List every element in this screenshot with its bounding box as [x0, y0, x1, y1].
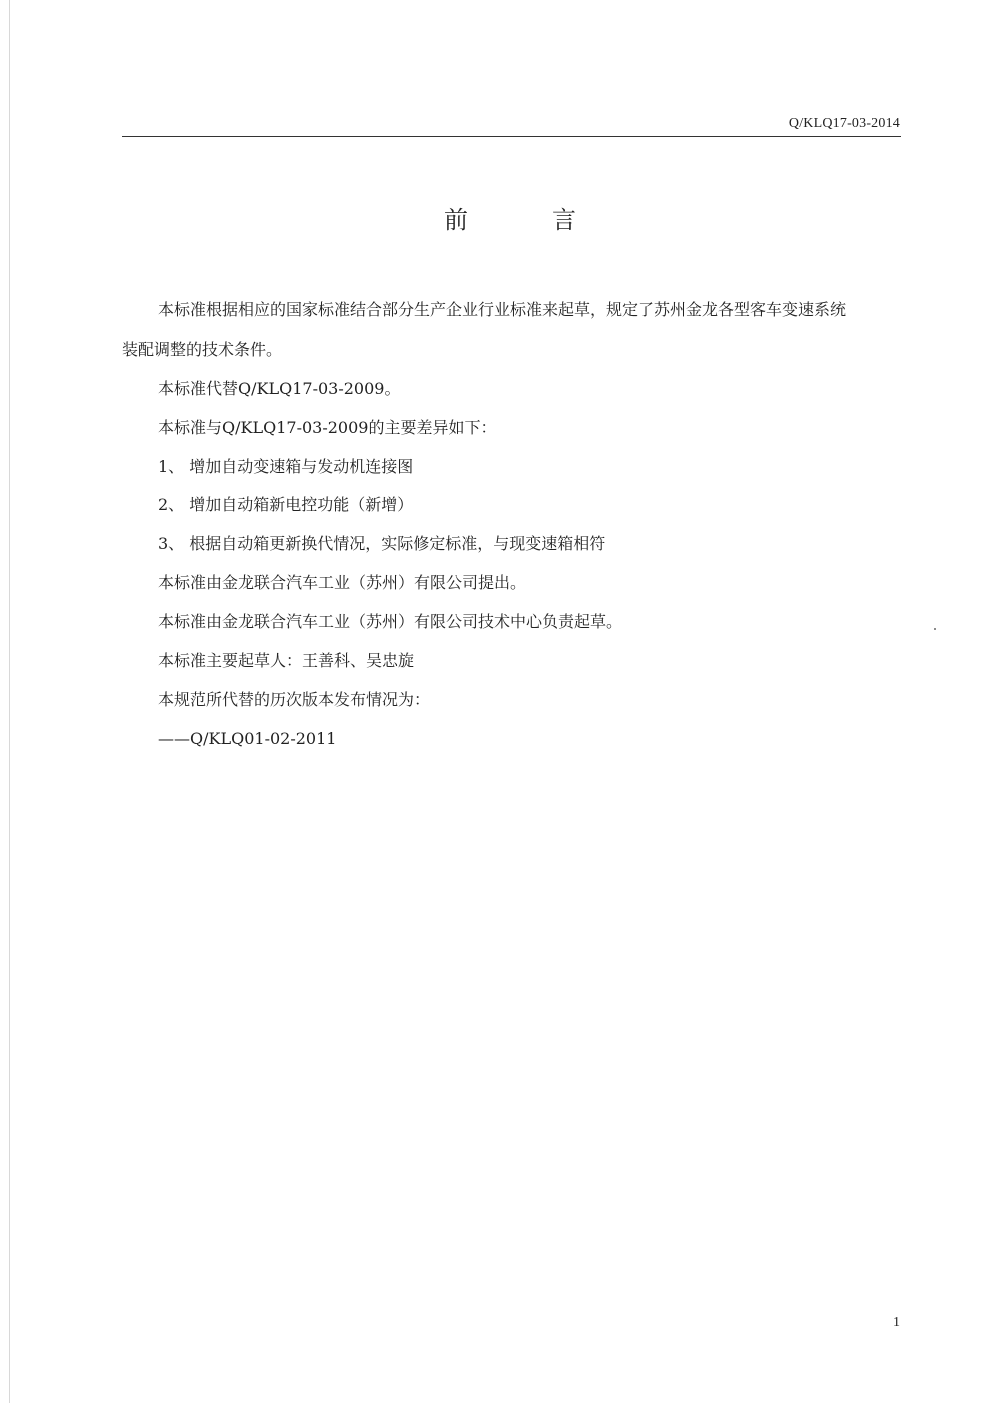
paragraph-line: ——Q/KLQ01-02-2011: [158, 729, 337, 748]
paragraph-line: 本标准由金龙联合汽车工业（苏州）有限公司提出。: [158, 573, 527, 592]
page-title: [0, 200, 992, 240]
paragraph-line: 本标准与Q/KLQ17-03-2009的主要差异如下：: [158, 418, 497, 437]
list-item: 2、 增加自动箱新电控功能（新增）: [158, 495, 414, 514]
scan-speck: [934, 628, 936, 630]
paragraph-line: 本标准由金龙联合汽车工业（苏州）有限公司技术中心负责起草。: [158, 612, 623, 631]
paragraph-line: 本标准代替Q/KLQ17-03-2009。: [158, 379, 401, 398]
page-number: 1: [893, 1315, 900, 1330]
paragraph-line: 本标准主要起草人：王善科、吴忠旋: [158, 651, 415, 670]
paragraph-line: 本规范所代替的历次版本发布情况为：: [158, 690, 431, 709]
list-item: 3、 根据自动箱更新换代情况，实际修定标准，与现变速箱相符: [158, 534, 606, 553]
header-rule: [122, 136, 901, 137]
document-code: Q/KLQ17-03-2014: [788, 116, 900, 131]
paragraph-line: 本标准根据相应的国家标准结合部分生产企业行业标准来起草，规定了苏州金龙各型客车变速系统: [158, 300, 847, 319]
paragraph-line: 装配调整的技术条件。: [122, 340, 283, 359]
title-char-2: 言: [552, 206, 576, 234]
title-char-1: 前: [444, 206, 468, 234]
list-item: 1、 增加自动变速箱与发动机连接图: [158, 457, 414, 476]
